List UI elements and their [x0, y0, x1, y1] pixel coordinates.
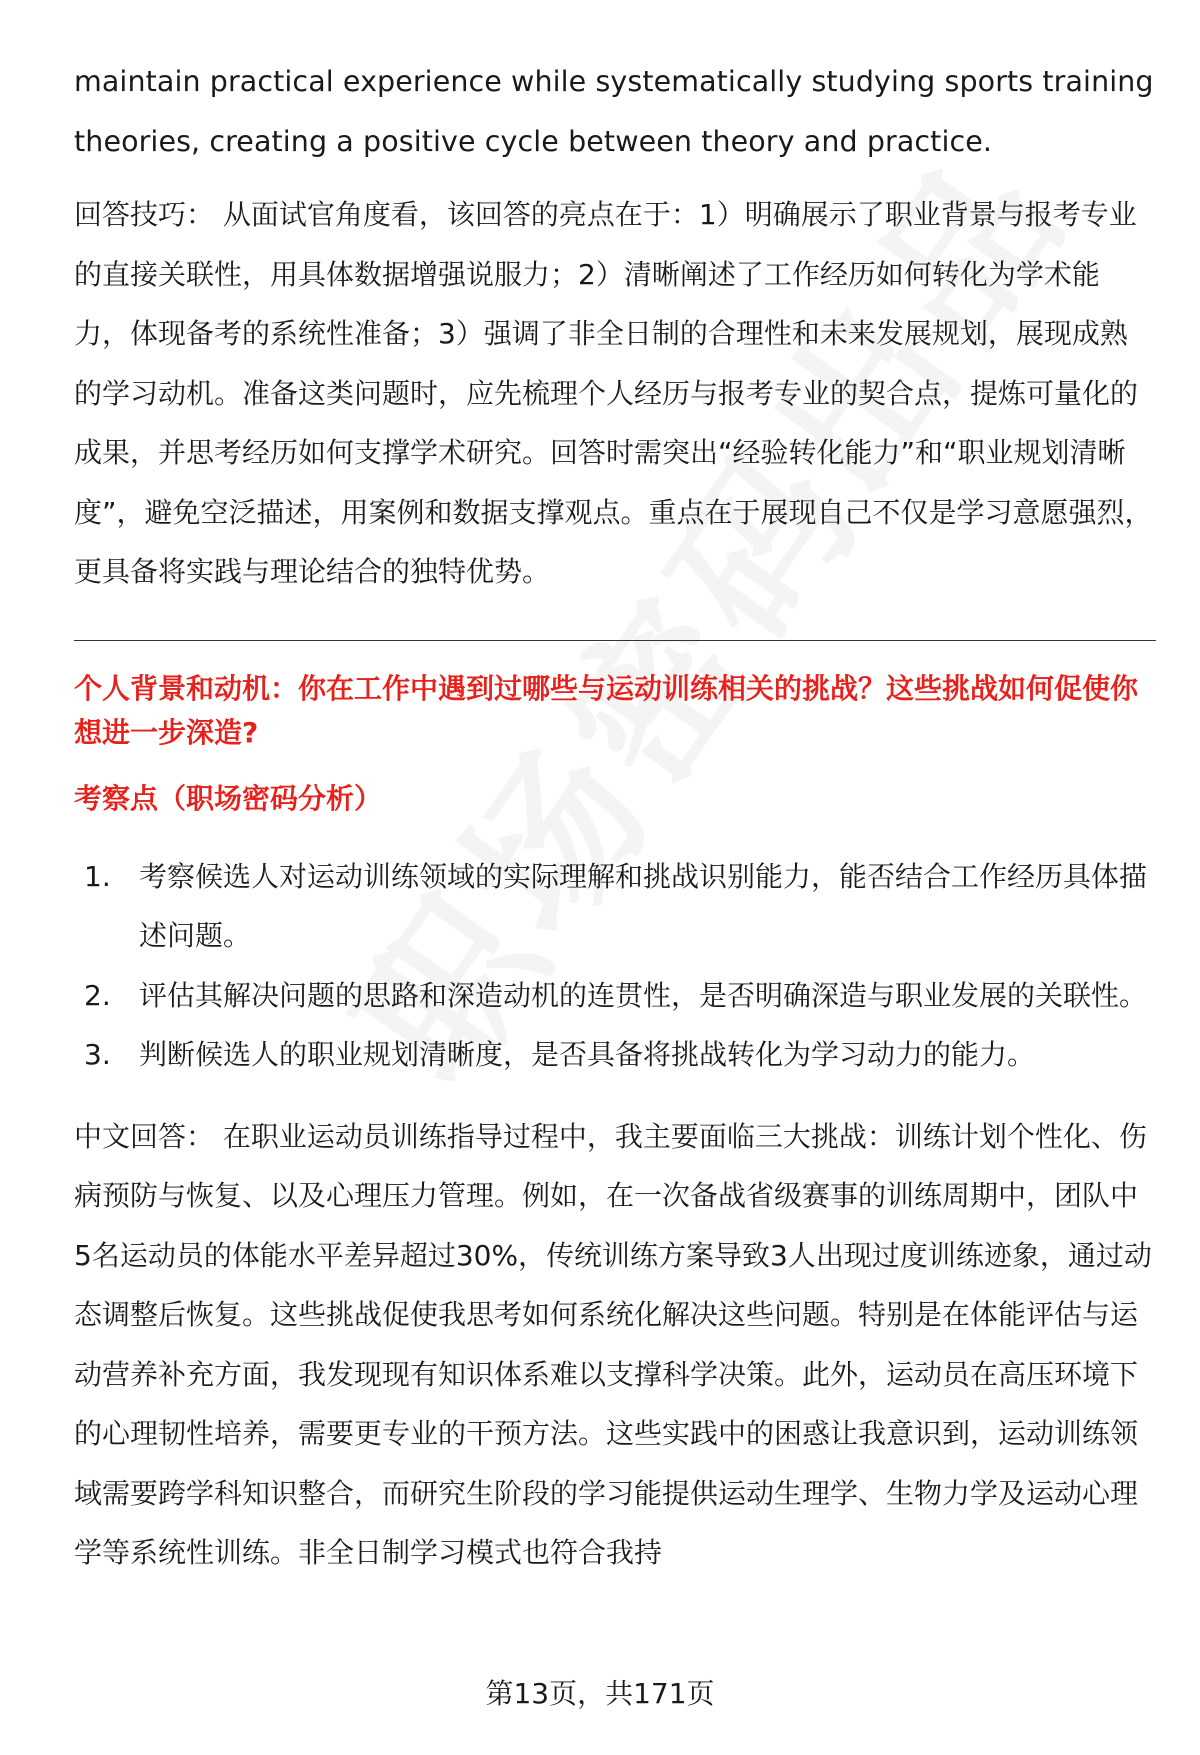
list-number: 1.: [84, 859, 111, 893]
question-title: 个人背景和动机：你在工作中遇到过哪些与运动训练相关的挑战？这些挑战如何促使你想进一步深造?: [74, 671, 1139, 749]
list-number: 3.: [84, 1038, 111, 1071]
list-text: 考察候选人对运动训练领域的实际理解和挑战识别能力，能否结合工作经历具体描述问题。: [139, 859, 1148, 952]
intro-english-paragraph: maintain practical experience while systematically studying sports training theories, creating a positive cycle between theory and practice.: [74, 65, 1154, 158]
list-item: [74, 1025, 1154, 1085]
list-text: 评估其解决问题的思路和深造动机的连贯性，是否明确深造与职业发展的关联性。: [139, 978, 1148, 1012]
tips-text: 从面试官角度看，该回答的亮点在于：1）明确展示了职业背景与报考专业的直接关联性，用具体数据增强说服力；2）清晰阐述了工作经历如何转化为学术能力，体现备考的系统性准备；3）强调了非全日制的合理性和未来发展规划，展现成熟的学习动机。准备这类问题时，应先梳理个人经历与报考专业的契合点，提炼可量化的成果，并思考经历如何支撑学术研究。回答时需突出“经验转化能力”和“职业规划清晰度”，避免空泛描述，用案例和数据支撑观点。重点在于展现自己不仅是学习意愿强烈，更具备将实践与理论结合的独特优势。: [74, 198, 1153, 588]
list-text: 判断候选人的职业规划清晰度，是否具备将挑战转化为学习动力的能力。: [139, 1038, 1036, 1071]
tips-label: 回答技巧：: [74, 198, 215, 231]
answer-label: 中文回答：: [74, 1119, 215, 1153]
page-content: [74, 52, 1154, 1583]
assessment-title: 考察点（职场密码分析）: [74, 781, 383, 815]
answer-text: 在职业运动员训练指导过程中，我主要面临三大挑战：训练计划个性化、伤病预防与恢复、以及心理压力管理。例如，在一次备战省级赛事的训练周期中，团队中5名运动员的体能水平差异超过30%，传统训练方案导致3人出现过度训练迹象，通过动态调整后恢复。这些挑战促使我思考如何系统化解决这些问题。特别是在体能评估与运动营养补充方面，我发现现有知识体系难以支撑科学决策。此外，运动员在高压环境下的心理韧性培养，需要更专业的干预方法。这些实践中的困惑让我意识到，运动训练领域需要跨学科知识整合，而研究生阶段的学习能提供运动生理学、生物力学及运动心理学等系统性训练。非全日制学习模式也符合我持: [74, 1119, 1152, 1569]
answer-paragraph: [74, 1107, 1154, 1583]
list-item: [74, 966, 1154, 1026]
assessment-list: [74, 847, 1154, 1085]
page-footer: 第13页，共171页: [485, 1677, 715, 1710]
list-item: [74, 847, 1154, 966]
tips-paragraph: [74, 185, 1154, 602]
list-number: 2.: [84, 978, 111, 1012]
